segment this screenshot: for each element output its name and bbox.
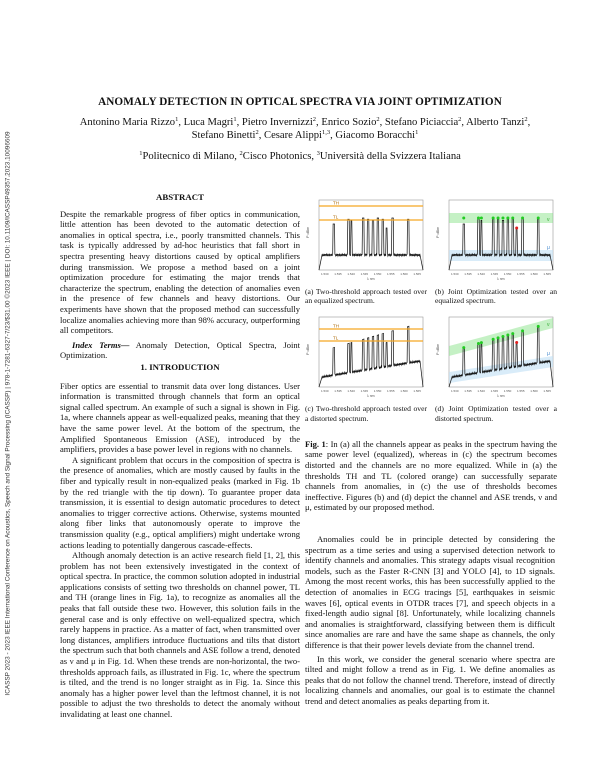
channel-marker [506,217,509,220]
authors-line-2: Stefano Binetti$^2$, Cesare Alippi$^{1,3}$, Giacomo Boracchi$^1$ [191,128,419,141]
channel-marker [497,337,500,340]
x-tick-label: 1.545 [360,389,369,394]
author-name: Antonino Maria Rizzo [79,117,176,128]
affiliation-mark: 2 [239,150,243,157]
x-tick-label: 1.560 [400,272,408,276]
channel-marker [480,217,483,220]
x-tick-label: 1.550 [373,389,382,394]
x-tick-label: 1.540 [347,389,355,394]
affiliation-name: Cisco Photonics [242,151,312,162]
figure-caption-text: : In (a) all the channels appear as peaks in the spectrum having the same power level (equalized), whereas in (c) the spectrum becomes distorted and the channels are no more equalized. While in (a) the thresholds TH and TL (colored orange) can successfully separate channels from anomalies, in (c) the use of thresholds becomes ineffective. Figures (b) and (d) depict the channel and ASE trends, ν and μ, estimated by our proposed method. [305,438,557,513]
channel-marker [480,342,483,345]
x-tick-label: 1.545 [490,272,499,276]
authors-line-1: Antonino Maria Rizzo$^1$, Luca Magri$^1$, Pietro Invernizzi$^2$, Enrico Sozio$^2$, Stefano Piciaccia$^2$, Alberto Tanzi$^2$, [79,116,531,128]
spectrum-plot-a [305,196,427,282]
threshold-high-label: TH [333,200,339,206]
subcaption-d: (d) Joint Optimization tested over a distorted spectrum. [435,404,557,423]
subfigure-d [435,313,557,422]
author-name: Giacomo Boracchi [335,129,416,141]
y-axis-label: P dBm [436,344,440,356]
author-name: Stefano Binetti [191,129,256,141]
x-tick-label: 1.560 [530,389,538,394]
author-affiliation-mark: 2 [312,116,317,123]
x-tick-label: 1.535 [334,389,342,394]
introduction-heading: 1. INTRODUCTION [140,362,220,372]
y-axis-label: P dBm [306,344,310,356]
author-affiliation-mark: 1 [175,116,179,123]
spectrum-plot-b [435,196,557,282]
author-name: Cesare Alippi [264,129,322,141]
x-tick-label: 1.530 [321,389,329,394]
index-terms [60,340,300,361]
figure-1 [305,196,557,513]
introduction-section [60,362,300,720]
author-affiliation-mark: 2 [524,116,528,123]
author-name: Pietro Invernizzi [241,117,313,128]
body-paragraph: Anomalies could be in principle detected by considering the spectrum as a time series and using a supervised detection network to identify channels and anomalies. This strategy adapts visual recognition models, such as the Faster R-CNN [3] and YOLO [4], to 1D signals. Among the most recent works, this has been successfully applied to the detection of anomalies in ECG tracings [5], earthquakes in seismic waves [6], optical events in OTDR traces [7], and speech objects in a fixed-length audio signal [8]. Unfortunately, while localizing channels and anomalies is straightforward, classifying between them is difficult since anomalies are rare and have the same shape as channels, the only difference is that their power levels deviate from the channel trend. [305,534,555,650]
x-axis-label: λ nm [497,277,505,281]
author-name: Alberto Tanzi [466,117,525,128]
y-axis-label: P dBm [436,226,440,238]
index-terms-text: Anomaly Detection, Optical Spectra, Joint Optimization. [60,339,300,361]
abstract-section [60,192,300,361]
abstract-text: Despite the remarkable progress of fiber optics in communication, little attention has been devoted to the automatic detection of anomalies in optical spectra, i.e., poorly transmitted channels. This task is typically addressed by ad-hoc heuristics that fall short in spectra presenting heavy distortions caused by optical amplifiers during transmission. We propose a method based on a joint optimization procedure for estimating the major trends that characterize the spectrum, enabling the detection of anomalies even in the presence of few channels and heavy distortions. Our experiments have shown that the proposed method can successfully localize anomalies achieving more than 98% accuracy, outperforming all competitors. [60,208,300,336]
body-paragraph: In this work, we consider the general scenario where spectra are tilted and might follow a trend as in Fig. 1. We define anomalies as peaks that do not follow the channel trend. Therefore, instead of directly localizing channels and anomalies, our goal is to estimate the channel trend and detect anomalies as peaks departing from it. [305,653,555,706]
x-tick-label: 1.535 [464,272,472,276]
x-tick-label: 1.545 [360,272,369,276]
x-tick-label: 1.565 [543,272,551,276]
subcaption-c: (c) Two-threshold approach tested over a distorted spectrum. [305,404,427,423]
channel-marker [521,330,524,333]
channel-marker [501,335,504,338]
x-tick-label: 1.535 [464,389,472,394]
threshold-high-label: TH [333,323,339,329]
author-affiliation-mark: 1,3 [321,128,331,136]
intro-paragraph: A significant problem that occurs in the composition of spectra is the presence of anomalies, which are mostly caused by faults in the fiber and typically result in non-equalized peaks (marked in Fig. 1b by the red triangle with the tip down). To guarantee proper data transmission, it is essential to design automatic procedures to detect anomalies to trigger corrective actions. Otherwise, systems mounted along fiber links that autonomously operate to improve the transmission quality (e.g., optical amplifiers) might undertake wrong actions leading to potentially dangerous cascade-effects. [60,454,300,550]
channel-marker [462,347,465,350]
spectrum-plot-c [305,313,427,399]
channel-marker [477,342,480,345]
x-tick-label: 1.530 [451,389,459,394]
author-name: Stefano Piciaccia [384,117,459,128]
x-tick-label: 1.545 [490,389,499,394]
intro-paragraph: Although anomaly detection is an active research field [1, 2], this problem has not been extensively investigated in the context of optical spectra. In practice, the common solution adopted in industrial applications consists of setting two thresholds on channel power, TL and TH (orange lines in Fig. 1a), to recognize as anomalies all the peaks that fall outside these two. However, this solution fails in the general case and is only effective on well-equalized spectra, which rarely happens in practice. As a matter of fact, when transmitted over long distances, amplifiers introduce fluctuations and tilts that distort the spectrum such that both channels and ASE follow a trend, denoted as ν and μ in Fig. 1d. When these trends are non-horizontal, the two-thresholds approach fails, as illustrated in Fig. 1c, where the spectrum is tilted, and the trend is no longer straight as in Fig. 1a. Since this anomaly has a higher power level than the leftmost channel, it is not possible to adjust the two thresholds to detect the anomaly without invalidating at least one channel. [60,550,300,719]
x-tick-label: 1.560 [530,272,538,276]
x-tick-label: 1.560 [400,389,408,394]
channel-marker [462,217,465,220]
x-tick-label: 1.555 [517,272,525,276]
affiliation-mark: 3 [316,150,320,157]
channel-marker [537,325,540,328]
subfigure-a [305,196,427,305]
anomaly-marker [515,341,518,344]
subcaption-b: (b) Joint Optimization tested over an equalized spectrum. [435,287,557,306]
x-tick-label: 1.565 [413,389,421,394]
channel-marker [521,217,524,220]
abstract-heading: ABSTRACT [156,192,204,202]
right-column-text [305,534,555,707]
x-tick-label: 1.555 [387,272,395,276]
channel-marker [492,217,495,220]
x-tick-label: 1.530 [451,272,459,276]
subfigure-c [305,313,427,422]
x-tick-label: 1.565 [413,272,421,276]
x-tick-label: 1.540 [477,389,485,394]
anomaly-marker [515,227,518,230]
affiliations: $^1$Politecnico di Milano, $^2$Cisco Photonics, $^3$Università della Svizzera Italiana [139,150,461,162]
x-tick-label: 1.540 [347,272,355,276]
author-name: Luca Magri [183,117,234,128]
authors [40,117,570,142]
author-affiliation-mark: 2 [255,128,259,136]
index-terms-label: Index Terms— [72,339,130,350]
author-affiliation-mark: 2 [458,116,462,123]
x-tick-label: 1.555 [387,389,395,394]
channel-marker [537,217,540,220]
channel-marker [492,338,495,341]
paper-title: ANOMALY DETECTION IN OPTICAL SPECTRA VIA JOINT OPTIMIZATION [98,96,502,108]
channel-marker [511,217,514,220]
side-note: ICASSP 2023 - 2023 IEEE International Conference on Acoustics, Speech and Signal Processing (ICASSP) | 978-1-7281-6327-7/23/$31.00 ©2023 IEEE | DOI: 10.1109/ICASSP49357.2023.10096609 [4,131,12,696]
threshold-low-label: TL [333,335,339,341]
figure-caption [305,439,557,513]
channel-trend-label: ν [547,217,550,223]
author-affiliation-mark: 1 [233,116,237,123]
ase-trend-label: μ [547,245,550,251]
author-affiliation-mark: 1 [415,128,419,136]
subfigure-b [435,196,557,305]
channel-marker [497,217,500,220]
y-axis-label: P dBm [306,226,310,238]
x-axis-label: λ nm [367,277,375,281]
x-axis-label: λ nm [497,394,505,399]
subcaption-a: (a) Two-threshold approach tested over an equalized spectrum. [305,287,427,306]
x-axis-label: λ nm [367,394,375,399]
affiliation-name: Università della Svizzera Italiana [319,151,461,162]
affiliation-name: Politecnico di Milano [142,151,235,162]
figure-caption-label: Fig. 1 [305,438,326,449]
channel-marker [501,217,504,220]
x-tick-label: 1.555 [517,389,525,394]
author-name: Enrico Sozio [321,117,377,128]
x-tick-label: 1.550 [503,272,512,276]
threshold-low-label: TL [333,214,339,220]
channel-marker [511,333,514,336]
x-tick-label: 1.530 [321,272,329,276]
channel-marker [477,217,480,220]
affiliation-mark: 1 [139,150,143,157]
spectrum-plot-d [435,313,557,399]
channel-trend-label: ν [547,322,550,329]
x-tick-label: 1.540 [477,272,485,276]
x-tick-label: 1.535 [334,272,342,276]
x-tick-label: 1.550 [373,272,382,276]
author-affiliation-mark: 2 [376,116,380,123]
channel-marker [506,334,509,337]
x-tick-label: 1.550 [503,389,512,394]
intro-paragraph: Fiber optics are essential to transmit data over long distances. User information is transmitted through channels that form an optical signal called spectrum. An example of such a signal is shown in Fig. 1a, where channels appear as well-equalized peaks, meaning that they have the same power level. At the bottom of the spectrum, the Amplified Spontaneous Emission (ASE), introduced by the amplifiers, provides a base power level in regions with no channels. [60,380,300,455]
ase-trend-label: μ [547,351,550,358]
x-tick-label: 1.565 [543,389,551,394]
